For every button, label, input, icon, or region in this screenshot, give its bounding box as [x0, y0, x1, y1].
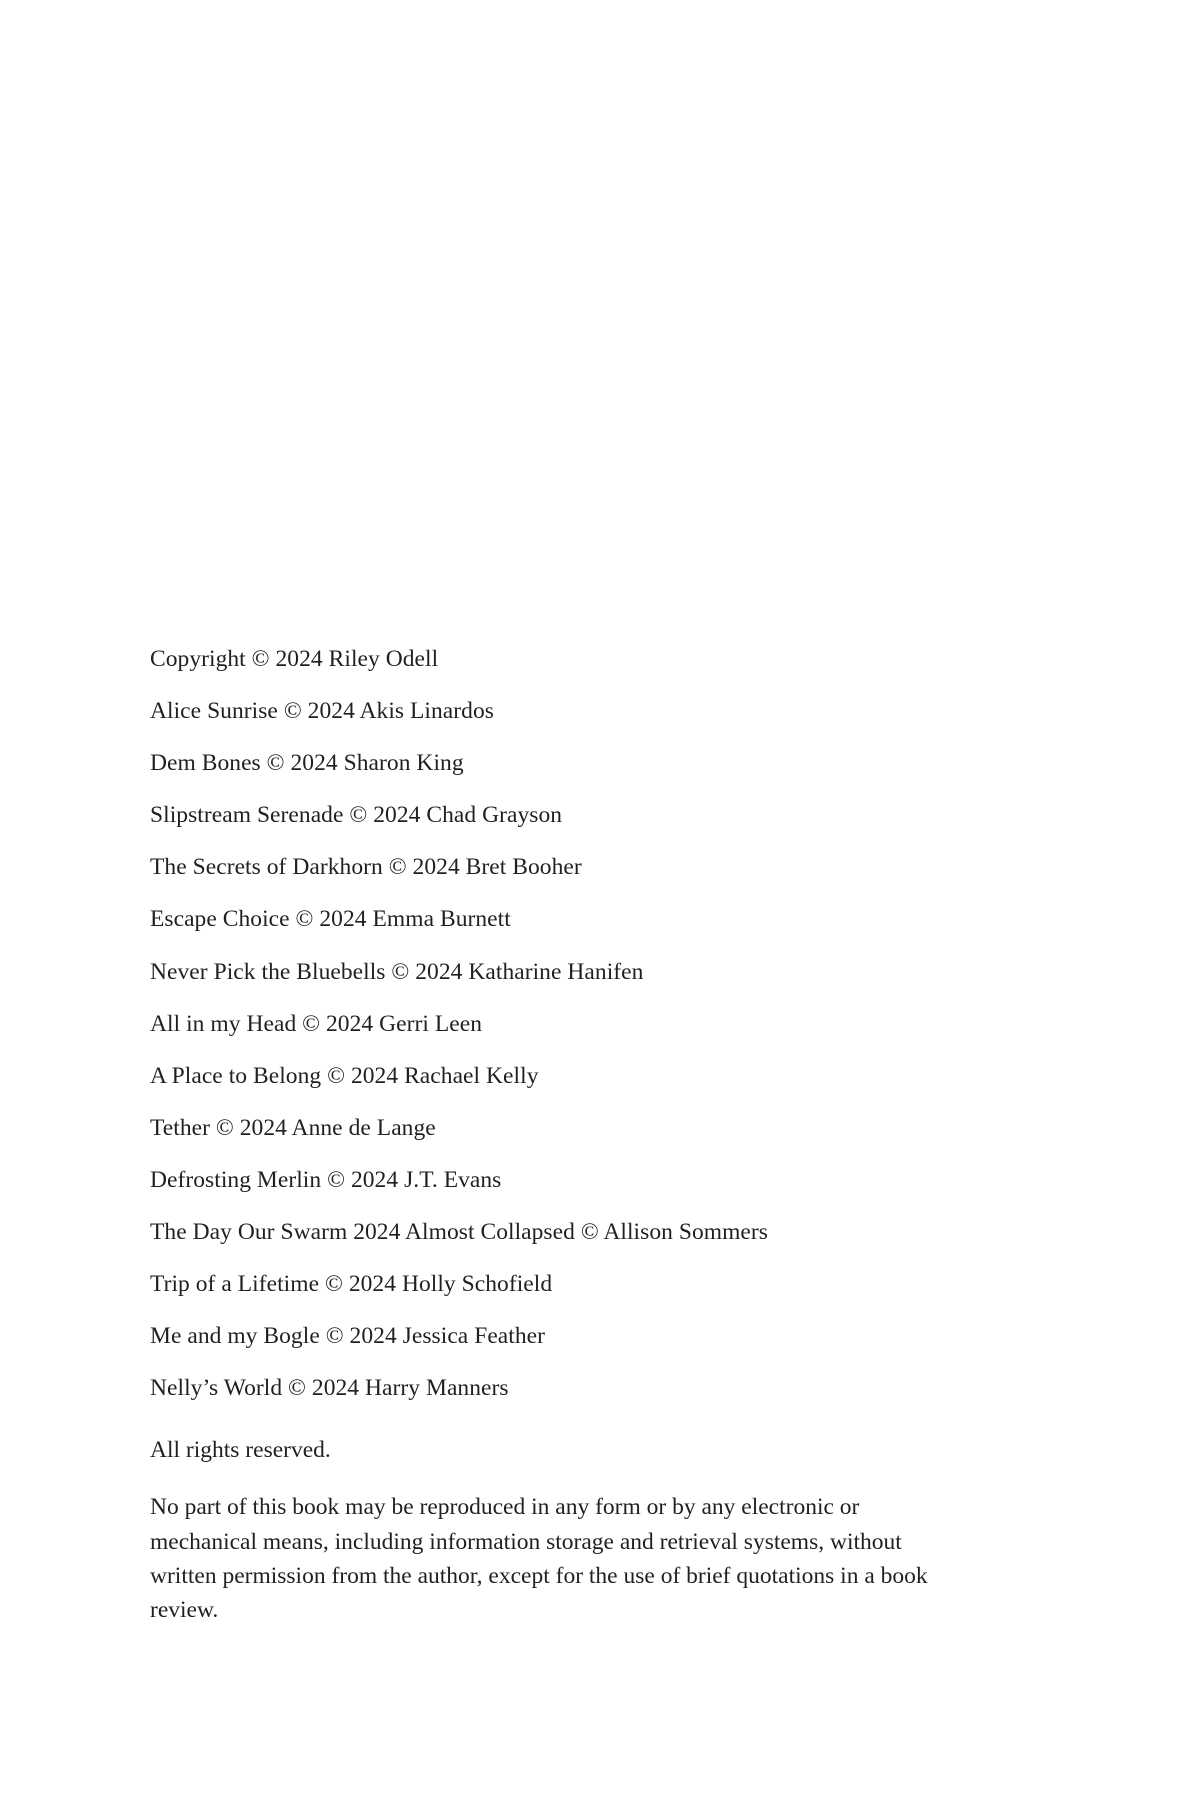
rights-block [150, 1436, 1020, 1627]
credits-list [150, 648, 1020, 1401]
credit-line: Alice Sunrise © 2024 Akis Linardos [150, 698, 494, 725]
credit-line: Tether © 2024 Anne de Lange [150, 1114, 436, 1141]
all-rights-reserved-line: All rights reserved. [150, 1436, 331, 1463]
credit-line: Slipstream Serenade © 2024 Chad Grayson [150, 802, 563, 829]
page-content [150, 648, 1020, 1627]
credit-line: Never Pick the Bluebells © 2024 Katharine Hanifen [150, 958, 644, 985]
credit-line: Me and my Bogle © 2024 Jessica Feather [150, 1323, 546, 1350]
credit-line: Dem Bones © 2024 Sharon King [150, 750, 464, 777]
credit-line: The Secrets of Darkhorn © 2024 Bret Booher [150, 854, 582, 881]
credit-line: Nelly’s World © 2024 Harry Manners [150, 1375, 509, 1402]
reproduction-notice-paragraph: No part of this book may be reproduced in any form or by any electronic or mechanical means, including information storage and retrieval systems, without written permission from the author, except for the use of brief quotations in a book review. [150, 1494, 928, 1623]
credit-line: The Day Our Swarm 2024 Almost Collapsed © Allison Sommers [150, 1219, 768, 1246]
credit-line: All in my Head © 2024 Gerri Leen [150, 1010, 483, 1037]
credit-line: Trip of a Lifetime © 2024 Holly Schofield [150, 1271, 553, 1298]
credit-line: Copyright © 2024 Riley Odell [150, 646, 439, 672]
credit-line: A Place to Belong © 2024 Rachael Kelly [150, 1062, 539, 1089]
credit-line: Escape Choice © 2024 Emma Burnett [150, 906, 511, 933]
credit-line: Defrosting Merlin © 2024 J.T. Evans [150, 1166, 502, 1193]
